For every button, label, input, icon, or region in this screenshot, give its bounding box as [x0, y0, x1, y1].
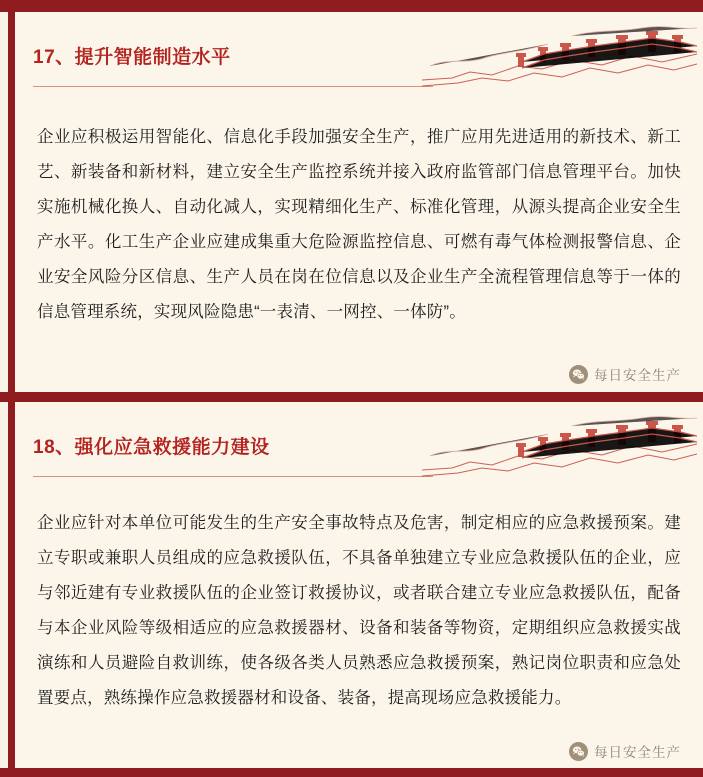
bottom-accent-band: [0, 768, 703, 777]
great-wall-illustration-icon: [422, 22, 697, 94]
watermark-badge: [569, 741, 681, 761]
section-card-18: [0, 402, 703, 777]
mid-accent-band: [0, 392, 703, 402]
watermark-label: 每日安全生产: [594, 368, 681, 383]
wechat-icon: [569, 742, 588, 761]
heading-divider: [33, 476, 433, 477]
wechat-icon: [569, 365, 588, 384]
section-card-inner: [8, 12, 703, 402]
section-heading-row: [15, 12, 703, 98]
section-heading-row: [15, 402, 703, 488]
section-body: 企业应积极运用智能化、信息化手段加强安全生产，推广应用先进适用的新技术、新工艺、新装备和新材料，建立安全生产监控系统并接入政府监管部门信息管理平台。加快实施机械化换人、自动化减人，实现精细化生产、标准化管理，从源头提高企业安全生产水平。化工生产企业应建成集重大危险源监控信息、可燃有毒气体检测报警信息、企业安全风险分区信息、生产人员在岗在位信息以及企业生产全流程管理信息等于一体的信息管理系统，实现风险隐患“一表清、一网控、一体防”。: [37, 128, 681, 321]
watermark-label: 每日安全生产: [594, 745, 681, 760]
section-card-17: [0, 12, 703, 402]
section-title: 17、提升智能制造水平: [33, 47, 231, 68]
top-accent-band: [0, 0, 703, 12]
section-body: 企业应针对本单位可能发生的生产安全事故特点及危害，制定相应的应急救援预案。建立专职或兼职人员组成的应急救援队伍，不具备单独建立专业应急救援队伍的企业，应与邻近建有专业救援队伍的企业签订救援协议，或者联合建立专业应急救援队伍，配备与本企业风险等级相适应的应急救援器材、设备和装备等物资，定期组织应急救援实战演练和人员避险自救训练，使各级各类人员熟悉应急救援预案，熟记岗位职责和应急处置要点，熟练操作应急救援器材和设备、装备，提高现场应急救援能力。: [37, 514, 681, 707]
watermark-badge: [569, 364, 681, 384]
section-card-inner: [8, 402, 703, 777]
section-title: 18、强化应急救援能力建设: [33, 437, 270, 458]
great-wall-illustration-icon: [422, 412, 697, 484]
heading-divider: [33, 86, 433, 87]
